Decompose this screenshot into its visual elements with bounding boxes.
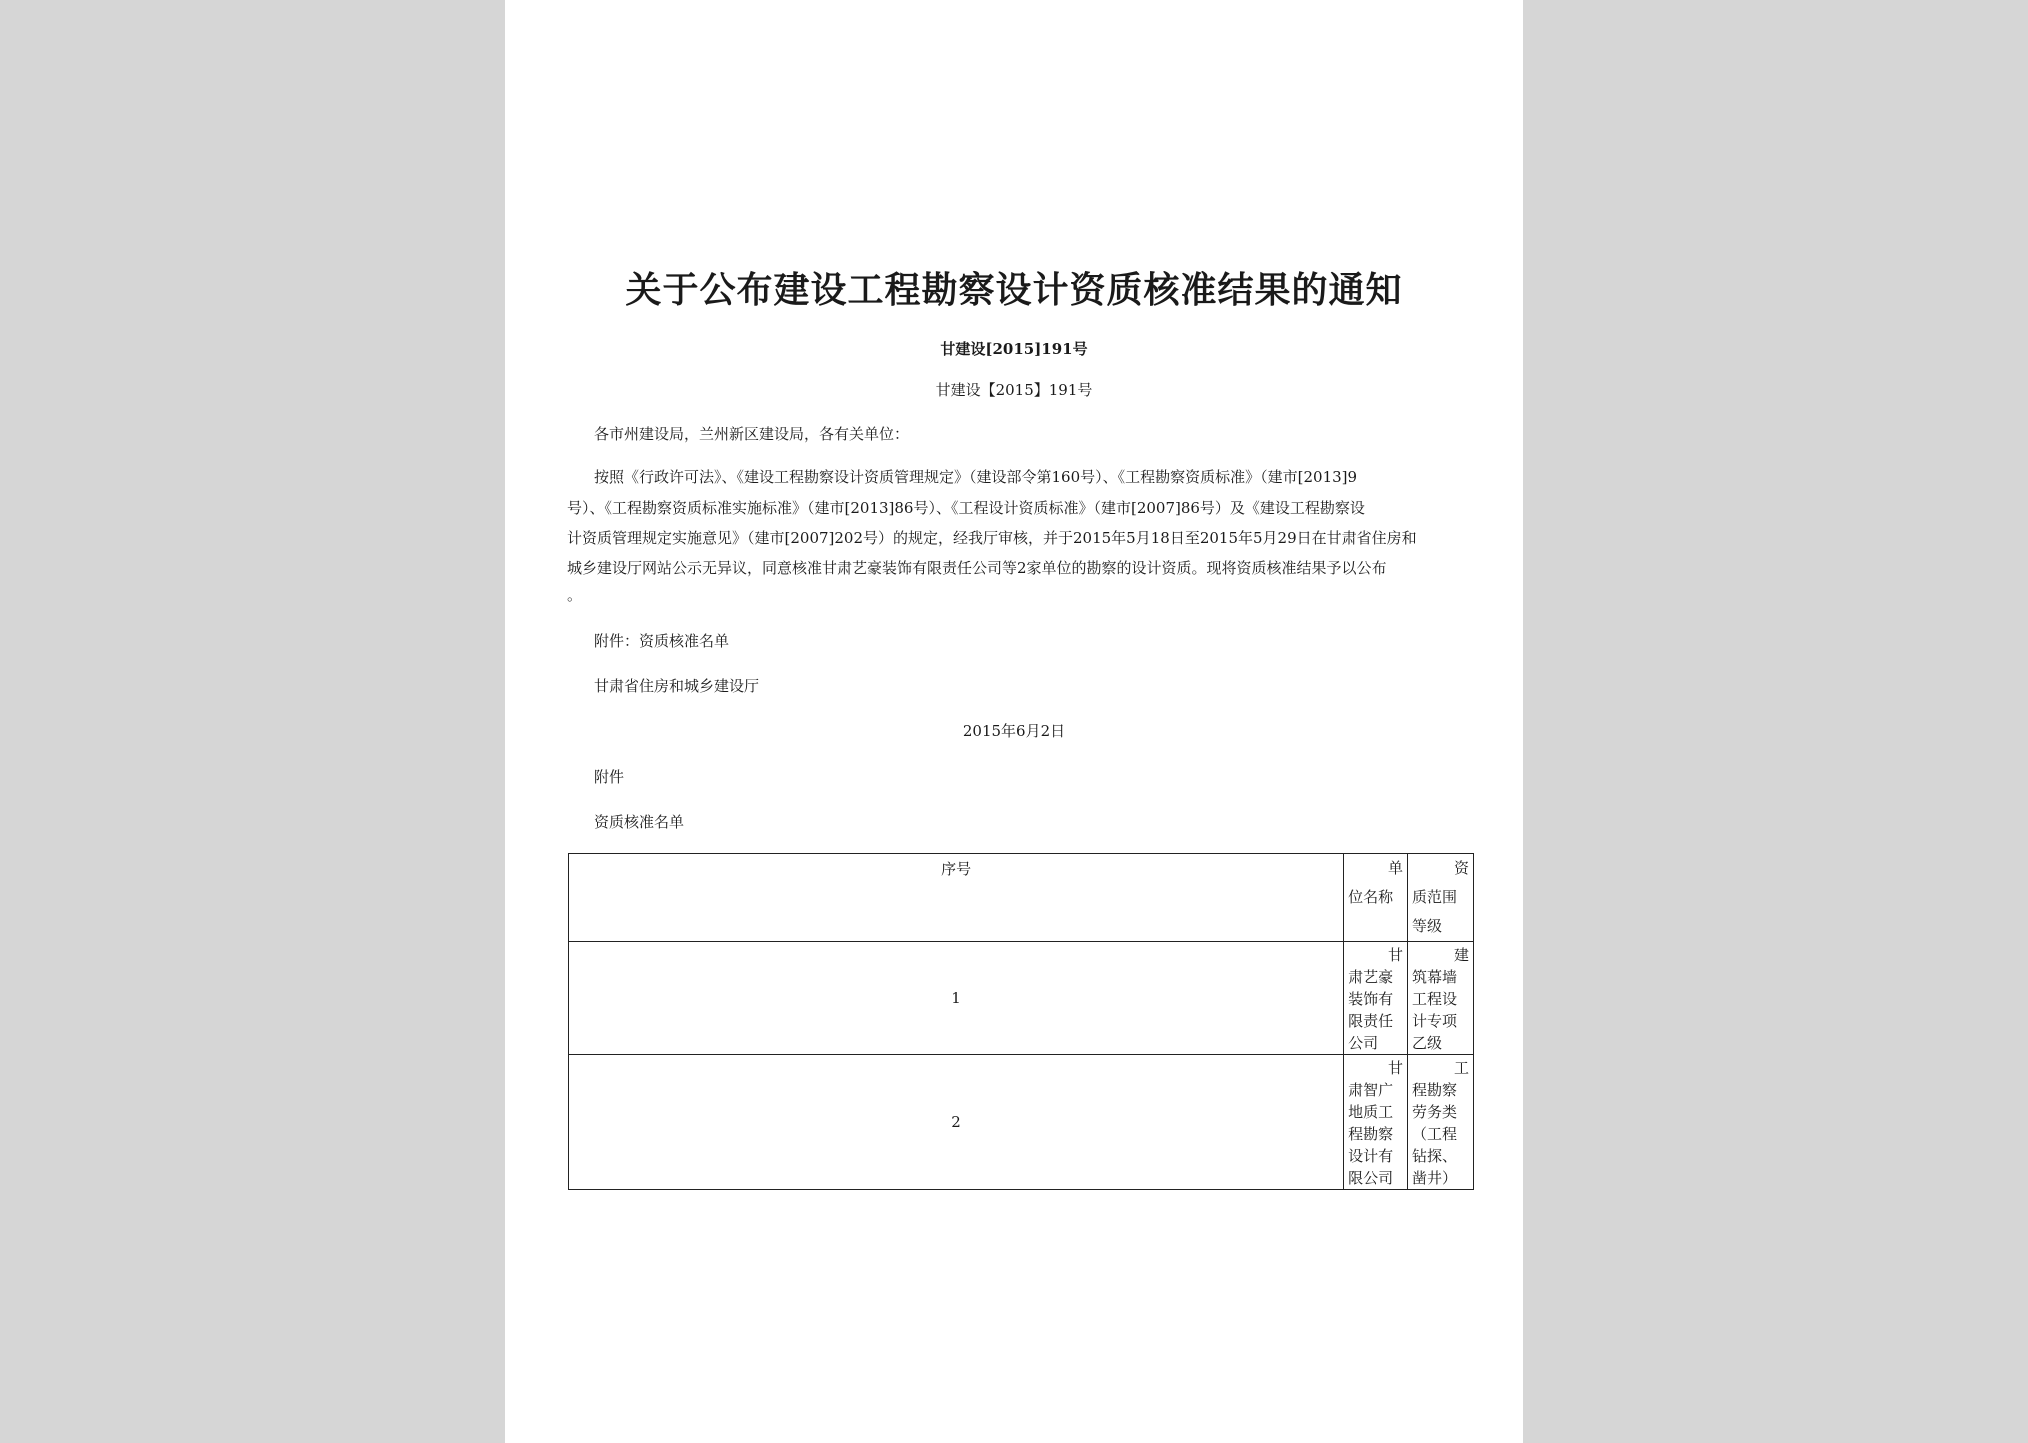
header-seq: 序号 xyxy=(569,854,1344,942)
header-scope-line: 资 xyxy=(1453,859,1469,877)
row-scope-line: 钻探、 xyxy=(1412,1147,1458,1165)
doc-number-bold: 甘建设[2015]191号 xyxy=(940,340,1088,358)
row-name xyxy=(1344,942,1408,1055)
header-scope-line: 质范围 xyxy=(1412,888,1458,906)
body-line: 计资质管理规定实施意见》（建市[2007]202号）的规定，经我厅审核，并于2015年5月18日至2015年5月29日在甘肃省住房和 xyxy=(567,529,1417,547)
row-name-line: 限责任 xyxy=(1348,1012,1394,1030)
body-line: 按照《行政许可法》、《建设工程勘察设计资质管理规定》（建设部令第160号）、《工程勘察资质标准》（建市[2013]9 xyxy=(594,468,1358,486)
document-title: 关于公布建设工程勘察设计资质核准结果的通知 xyxy=(625,270,1403,311)
row-scope-line: 程勘察 xyxy=(1412,1081,1458,1099)
issuer: 甘肃省住房和城乡建设厅 xyxy=(594,677,760,695)
body-line: 。 xyxy=(567,586,583,604)
header-scope-line: 等级 xyxy=(1412,917,1443,935)
row-scope-line: 工程设 xyxy=(1412,990,1458,1008)
salutation: 各市州建设局，兰州新区建设局，各有关单位： xyxy=(594,425,910,443)
row-scope-line: 计专项 xyxy=(1412,1012,1458,1030)
row-name-line: 肃智广 xyxy=(1348,1081,1394,1099)
attachment-note: 附件：资质核准名单 xyxy=(594,632,730,650)
header-scope xyxy=(1408,854,1474,942)
qualification-table xyxy=(568,853,1474,1190)
header-name-line: 单 xyxy=(1388,859,1404,877)
row-scope-line: 建 xyxy=(1453,946,1469,964)
row-name-line: 甘 xyxy=(1388,946,1404,964)
row-name-line: 装饰有 xyxy=(1348,990,1394,1008)
row-scope-line: （工程 xyxy=(1412,1125,1458,1143)
row-name-line: 肃艺豪 xyxy=(1348,968,1394,986)
header-name-line: 位名称 xyxy=(1348,888,1394,906)
table-header-row xyxy=(569,854,1474,942)
row-scope-line: 乙级 xyxy=(1412,1034,1443,1052)
row-scope-line: 凿井） xyxy=(1412,1169,1458,1187)
body-line: 城乡建设厅网站公示无异议，同意核准甘肃艺豪装饰有限责任公司等2家单位的勘察的设计资质。现将资质核准结果予以公布 xyxy=(567,559,1387,577)
row-scope xyxy=(1408,1055,1474,1190)
table-row xyxy=(569,942,1474,1055)
row-name-line: 甘 xyxy=(1388,1059,1404,1077)
doc-number: 甘建设【2015】191号 xyxy=(935,381,1093,399)
issue-date: 2015年6月2日 xyxy=(962,722,1066,740)
document-page xyxy=(505,0,1523,1443)
row-name-line: 设计有 xyxy=(1348,1147,1394,1165)
row-scope-line: 劳务类 xyxy=(1412,1103,1458,1121)
row-seq: 2 xyxy=(569,1055,1344,1190)
table-row xyxy=(569,1055,1474,1190)
row-seq: 1 xyxy=(569,942,1344,1055)
row-name-line: 地质工 xyxy=(1348,1103,1394,1121)
row-name-line: 程勘察 xyxy=(1348,1125,1394,1143)
attachment-heading: 附件 xyxy=(594,768,625,786)
list-heading: 资质核准名单 xyxy=(594,813,685,831)
row-scope xyxy=(1408,942,1474,1055)
row-scope-line: 筑幕墙 xyxy=(1412,968,1458,986)
body-line: 号）、《工程勘察资质标准实施标准》（建市[2013]86号）、《工程设计资质标准》（建市[2007]86号）及《建设工程勘察设 xyxy=(567,499,1365,517)
row-scope-line: 工 xyxy=(1453,1059,1469,1077)
row-name xyxy=(1344,1055,1408,1190)
row-name-line: 限公司 xyxy=(1348,1169,1394,1187)
header-name xyxy=(1344,854,1408,942)
row-name-line: 公司 xyxy=(1348,1034,1379,1052)
